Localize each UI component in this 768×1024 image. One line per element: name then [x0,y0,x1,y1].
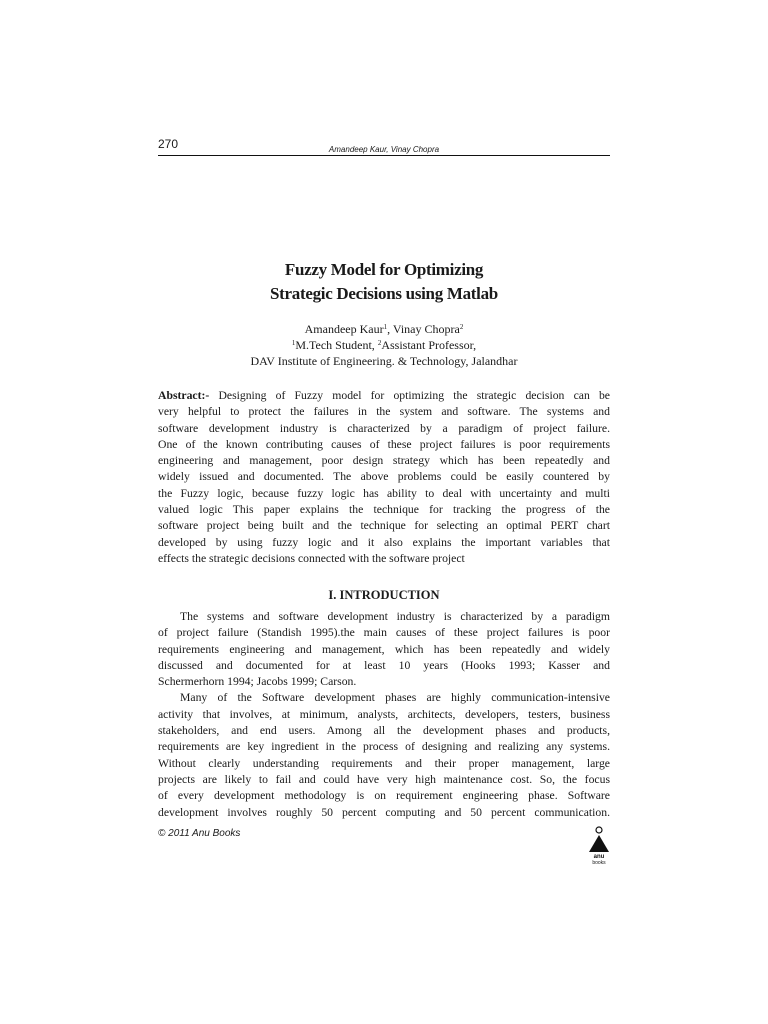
paragraph-line: requirements engineering and management, which has been repeatedly and widely [158,642,610,656]
paragraph-line: of project failure (Standish 1995).the main causes of these project failures is poor [158,626,610,640]
author-superscript: 1 [383,323,388,331]
title-line: Fuzzy Model for Optimizing [284,260,484,279]
paragraph-line: projects are likely to fail and could have very high maintenance cost. So, the focus [158,772,610,786]
abstract [158,388,610,567]
logo-text: anu [593,854,605,860]
title-line: Strategic Decisions using Matlab [270,284,498,303]
paragraph-line: Many of the Software development phases are highly communication-intensive [180,691,610,705]
logo-text: books [592,860,606,866]
author-superscript: 2 [459,323,464,331]
abstract-line: One of the known contributing causes of these project failures is poor requirements [158,437,610,451]
abstract-line: developed by using fuzzy logic and it also explains the important variables that [158,535,610,549]
paragraph-line: The systems and software development industry is characterized by a paradigm [180,610,610,623]
paragraph-line: of every development methodology is on requirement engineering phase. Software [158,789,610,803]
abstract-line: the Fuzzy logic, because fuzzy logic has ability to deal with uncertainty and multi [158,486,610,500]
anu-books-logo [586,826,612,866]
author-name: Vinay Chopra [392,322,460,336]
role-superscript: 2 [377,339,382,347]
paragraph-line: Schermerhorn 1994; Jacobs 1999; Carson. [158,675,357,689]
paragraph-line: Without clearly understanding requirements and their proper management, large [158,756,610,770]
abstract-line: software development industry is characterized by a paradigm of project failure. [158,421,610,435]
author-names [158,321,610,337]
author-role: Assistant Professor, [381,338,477,352]
abstract-text: Designing of Fuzzy model for optimizing the strategic decision can be [209,389,610,402]
section-heading: I. INTRODUCTION [328,588,440,602]
paragraph-line: development involves roughly 50 percent computing and 50 percent communication. [158,805,610,819]
header-rule [158,155,610,156]
introduction-body [158,609,610,821]
paragraph-line: discussed and documented for at least 10 years (Hooks 1993; Kasser and [158,658,610,672]
abstract-line: valued logic This paper explains the technique for tracking the progress of the [158,503,610,517]
author-roles [158,337,610,353]
role-superscript: 1 [291,339,296,347]
author-separator: , [387,322,393,336]
abstract-line: software project being built and the technique for selecting an optimal PERT chart [158,519,610,533]
abstract-line: widely issued and documented. The above problems could be easily countered by [158,470,610,484]
paragraph-line: stakeholders, and end users. Among all the development phases and products, [158,724,610,738]
paragraph-line: requirements are key ingredient in the process of designing and realizing any systems. [158,740,610,754]
abstract-line: effects the strategic decisions connected with the software project [158,551,465,565]
author-block [158,321,610,369]
copyright-notice: © 2011 Anu Books [158,828,241,839]
running-head: Amandeep Kaur, Vinay Chopra [328,145,440,154]
page-number: 270 [158,137,179,151]
abstract-label: Abstract:- [158,389,210,402]
abstract-line: engineering and management, poor design strategy which has been repeatedly and [158,454,610,468]
paragraph-line: activity that involves, at minimum, analysts, architects, developers, testers, business [158,707,610,721]
author-institute: DAV Institute of Engineering. & Technology, Jalandhar [250,354,518,368]
abstract-line: very helpful to protect the failures in the system and software. The systems and [158,405,610,419]
abstract-line [158,388,610,404]
paper-title [158,258,610,306]
author-name: Amandeep Kaur [304,322,384,336]
author-role: M.Tech Student, [295,338,378,352]
